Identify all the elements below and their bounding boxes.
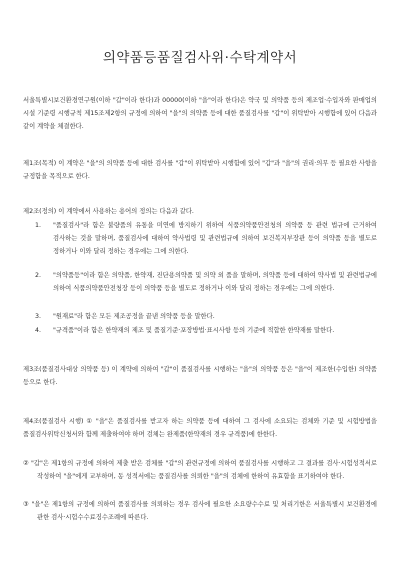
item-number: 3.	[35, 313, 42, 320]
article-4-lead: 제4조(품질검사 시행) ① "을"은 품질검사를 받고자 하는 의약품 등에 대하여 그 검사에 소요되는 검체와 기준 및 시험방법을 품질검사위탁신청서와 함께 제출하여야 하며 검체는 완제품(한약재의 경우 규격품)에 한한다.	[23, 418, 377, 438]
item-text: "규격품"이라 함은 한약재의 제조 및 품질기준·포장방법·표시사항 등의 기준에 적합한 한약재를 말한다.	[53, 327, 335, 334]
item-text: "의약품등"이라 함은 의약품, 한약재, 진단용의약품 및 의약 외 품을 말하며, 의약품 등에 대하여 약사법 및 관련법규에 의하여 식품의약품안전청장 등이 의약품 등을 별도로 정하거나 이와 달리 정하는 경우에는 그에 의한다.	[53, 272, 377, 292]
item-number: 2.	[35, 272, 42, 279]
item-number: 1.	[35, 222, 42, 229]
document-title: 의약품등품질검사위·수탁계약서	[102, 50, 298, 66]
article-1: 제1조(목적) 이 계약은 "을"의 의약품 등에 대한 검사를 "갑"이 위탁받아 시행함에 있어 "갑"과 "을"의 권리·의무 등 필요한 사항을 규정함을 목적으로 한다.	[23, 160, 378, 180]
item-text: "원재료"라 함은 모든 제조공정을 끝낸 의약품 등을 말한다.	[53, 313, 215, 320]
clause-text: ② "갑"은 제1항의 규정에 의하여 제출 받은 검체를 "갑"의 관련규정에 의하여 품질검사를 시행하고 그 결과를 검사·시험성적서로 작성하여 "을"에게 교부하며, 동 성적서에는 품질검사를 의뢰한 "을"의 검체에 한하여 유효함을 표기하여야 한다.	[23, 460, 377, 480]
clause-text: ③ "을"은 제1항의 규정에 의하여 품질검사를 의뢰하는 경우 검사에 필요한 소요량수수료 및 처리기한은 서울특별시 보건환경에 관한 검사·시험수수료징수조례에 따른다.	[23, 501, 377, 521]
item-text: "품질검사"라 함은 불량품의 유통을 미연에 방지하기 위하여 식품의약품안전청의 의약품 등 관련 법규에 근거하여 검사하는 것을 말하며, 품질검사에 대하여 약사법령 및 관련법규에 의하여 보건복지부장관 등이 의약품 등을 별도로 정하거나 이와 달리 정하는 경우에는 그에 의한다.	[53, 222, 377, 255]
intro-paragraph: 서울특별시보건환경연구원(이하 "갑"이라 한다)과 00000(이하 "을"이라 한다)은 약국 및 의약품 등의 제조업·수입자와 판매업의 시설 기준령 시행규칙 제15조제2항의 규정에 의하여 "을"의 의약품 등에 대한 품질검사를 "갑"이 위탁받아 시행함에 있어 다음과 같이 계약을 체결한다.	[23, 97, 377, 130]
article-2-heading: 제2조(정의) 이 계약에서 사용하는 용어의 정의는 다음과 같다.	[23, 208, 194, 215]
article-3: 제3조(품질검사대상 의약품 등) 이 계약에 의하여 "갑"이 품질검사를 시행하는 "을"의 의약품 등은 "을"이 제조한(수입한) 의약품 등으로 한다.	[23, 366, 377, 386]
article-4-clause-3	[23, 498, 377, 524]
article-4-clause-2	[23, 457, 377, 483]
item-number: 4.	[35, 327, 42, 334]
